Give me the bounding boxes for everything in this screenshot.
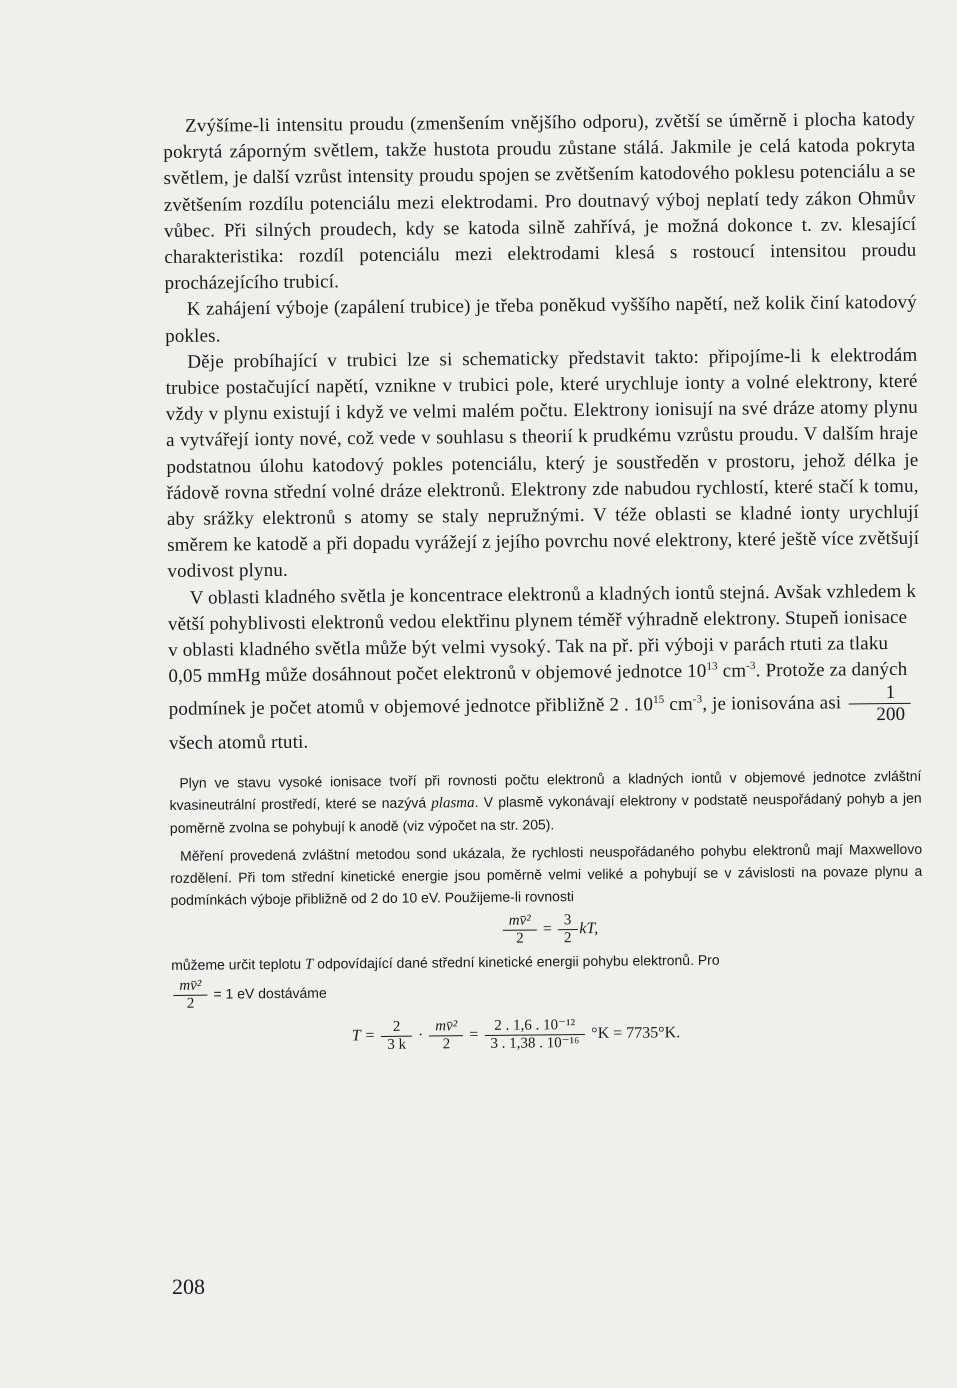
- paragraph-3: Děje probíhající v trubici lze si schematicky představit takto: připojíme-li k elektrodám trubice postačující napětí, vznikne v trubici pole, které urychluje ionty a volné elektrony, které vždy v plynu existují i když ve velmi malém počtu. Elektrony ionisují na své dráze atomy plynu a vytvářejí ionty nové, což vede v souhlasu s theorií k prudkému vzrůstu proudu. V dalším hraje podstatnou úlohu katodový pokles potenciálu, který je soustředěn v prostoru, jehož délka je řádově rovna střední volné dráze elektronů. Elektrony zde nabudou rychlostí, které stačí k tomu, aby srážky elektronů s atomy se staly nepružnými. V téže oblasti se kladné ionty urychlují směrem ke katodě a při dopadu vyrážejí z jejího povrchu nové elektrony, které ještě více zvětšují vodivost plynu.: [165, 344, 920, 583]
- paragraph-1: Zvýšíme-li intensitu proudu (zmenšením vnějšího odporu), zvětší se úměrně i plocha katody pokrytá záporným světlem, takže hustota proudu zůstane stálá. Jakmile je celá katoda pokryta světlem, je další vzrůst intensity proudu spojen se zvětšením katodového poklesu potenciálu a se zvětšením rozdílu potenciálu mezi elektrodami. Pro doutnavý výboj neplatí tedy zákon Ohmův vůbec. Při silných proudech, kdy se katoda silně zahřívá, je možná dokonce t. zv. klesající charakteristika: rozdíl potenciálu mezi elektrodami klesá s rostoucí intensitou proudu procházejícího trubicí.: [163, 108, 917, 295]
- paragraph-2: K zahájení výboje (zapálení trubice) je třeba poněkud vyššího napětí, než kolik činí katodový pokles.: [165, 292, 917, 347]
- equation-temperature: T = $\frac{2}{3 k}$ · $\frac{\text{mv̄²}}{2}$ = $\frac{\text{2 . 1,6 . 10⁻¹²}}{\text{3 . 1,38 . 10⁻¹⁶}}$ °K = 7735°K.: [351, 1016, 681, 1053]
- text-block: [163, 107, 924, 1055]
- paragraph-4: V oblasti kladného světla je koncentrace elektronů a kladných iontů stejná. Avšak vzhledem k větší pohyblivosti elektronů vedou elektřinu plynem téměř výhradně elektrony. Stupeň ionisace v oblasti kladného světla může být velmi vysoký. Tak na př. při výboji v parách rtuti za tlaku 0,05 mmHg může dosáhnout počet elektronů v objemové jednotce $10^{13}$ $cm^{-3}$. Protože za daných podmínek je počet atomů v objemové jednotce přibližně 2 . $10^{15}$ $cm^{-3}$, je ionisována asi $\frac{1}{200}$ všech atomů rtuti.: [167, 580, 917, 755]
- page-number: 208: [172, 1274, 205, 1299]
- maxwell-note: Měření provedená zvláštní metodou sond ukázala, že rychlosti neuspořádaného pohybu elektronů mají Maxwellovo rozdělení. Při tom střední kinetické energie jsou poměrně velmi veliké a pohybují se v závislosti na povaze plynu a podmínkách výboje přibližně od 2 do 10 eV. Použijeme-li rovnosti: [170, 840, 923, 908]
- equation-kinetic-energy: $\frac{\text{mv̄²}}{2}$ = $\frac{3}{2}$ kT,: [501, 909, 923, 946]
- main-text: [163, 107, 921, 758]
- small-print-section: [169, 764, 924, 1054]
- plasma-term: plasma: [431, 794, 475, 812]
- temperature-note: můžeme určit teplotu T odpovídající dané střední kinetické energii pohybu elektronů. Pro: [171, 951, 720, 973]
- plasma-note: Plyn ve stavu vysoké ionisace tvoří při rovnosti počtu elektronů a kladných iontů v objemové jednotce zvláštní kvasineutrální prostředí, které se nazývá plasma. V plasmě vykonávají elektrony v podstatě neuspořádaný pohyb a jen poměrně zvolna se pohybují k anodě (viz výpočet na str. 205).: [169, 767, 922, 836]
- equation-1ev: $\frac{\text{mv̄²}}{2}$ = 1 eV dostáváme: [171, 971, 923, 1011]
- fraction-1-200: $\frac{1}{200}$: [848, 683, 911, 725]
